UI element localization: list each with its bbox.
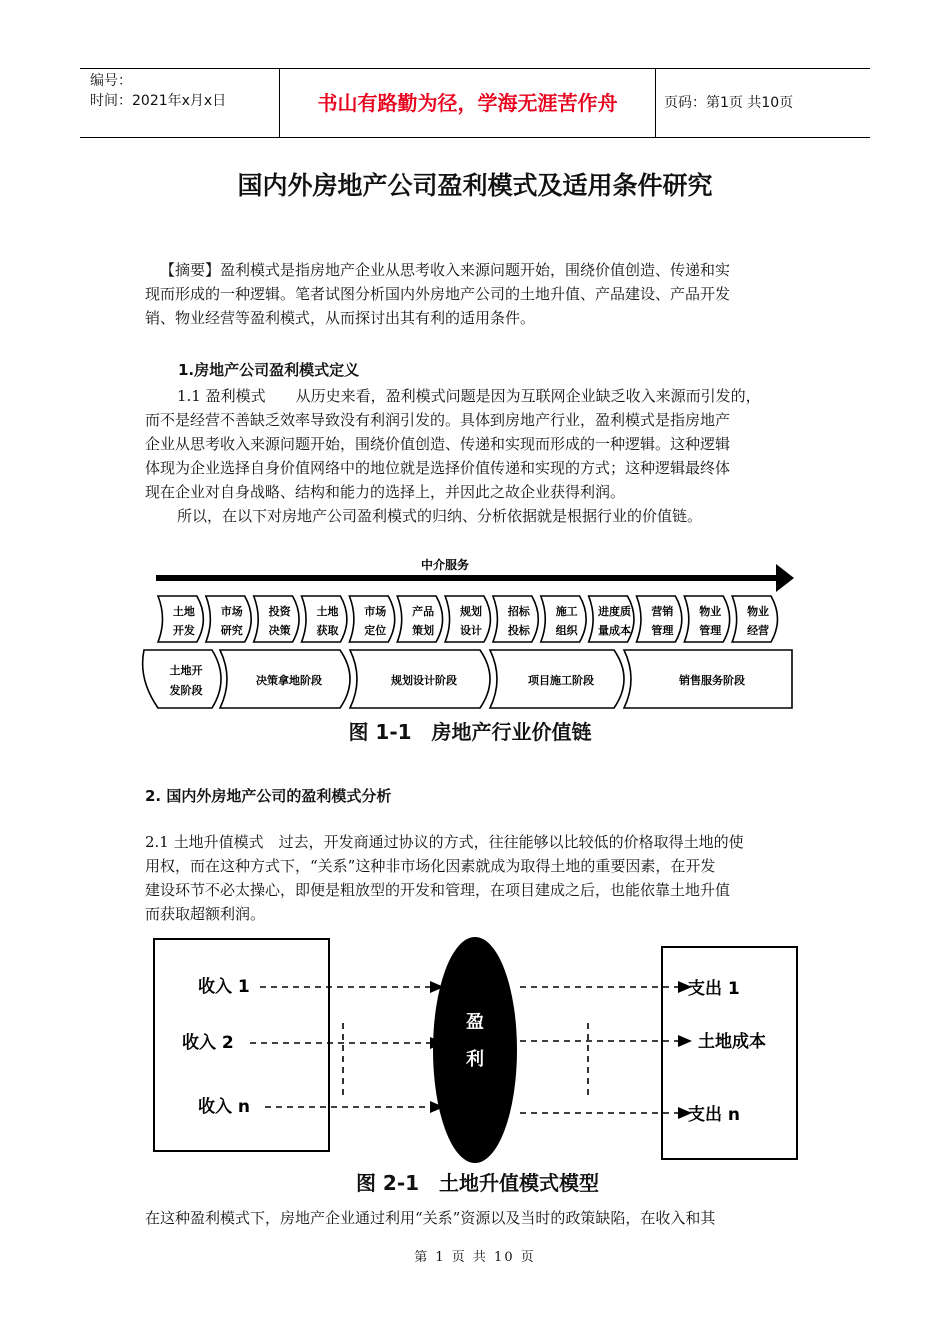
stage-label: 土地开 xyxy=(169,664,203,677)
activity-label: 研究 xyxy=(220,624,243,637)
income-label-n: 收入 n xyxy=(198,1097,251,1117)
activity-label: 量成本 xyxy=(598,624,632,637)
figure-value-chain xyxy=(140,550,800,750)
stage-label: 规划设计阶段 xyxy=(391,674,457,687)
activity-label: 经营 xyxy=(747,624,770,637)
activity-label: 决策 xyxy=(268,624,291,637)
paragraph-line: 建设环节不必太操心，即便是粗放型的开发和管理，在项目建成之后，也能依靠土地升值 xyxy=(145,881,731,899)
stage-label: 销售服务阶段 xyxy=(679,674,745,687)
value-chain-diagram xyxy=(140,550,800,715)
activity-label: 招标 xyxy=(507,605,530,618)
page-header xyxy=(80,68,870,138)
abstract-line: 【摘要】盈利模式是指房地产企业从思考收入来源问题开始，围绕价值创造、传递和实 xyxy=(160,261,731,279)
stage-row xyxy=(143,650,792,708)
profit-label-bottom: 利 xyxy=(466,1049,484,1070)
expense-label-n: 支出 n xyxy=(688,1105,741,1125)
income-label-1: 收入 1 xyxy=(198,977,250,997)
paragraph-line: 1.1 盈利模式 从历史来看，盈利模式问题是因为互联网企业缺乏收入来源而引发的， xyxy=(177,387,761,405)
profit-label-top: 盈 xyxy=(466,1012,484,1033)
section1-paragraph xyxy=(145,384,810,528)
abstract-line: 现而形成的一种逻辑。笔者试图分析国内外房地产公司的土地升值、产品建设、产品开发 xyxy=(145,285,731,303)
section2-paragraph xyxy=(145,830,810,926)
header-page-info: 页码：第1页 共10页 xyxy=(664,95,794,111)
paragraph-line: 企业从思考收入来源问题开始，围绕价值创造、传递和实现而形成的一种逻辑。这种逻辑 xyxy=(145,435,731,453)
activity-label: 投标 xyxy=(507,624,530,637)
paragraph-line: 体现为企业选择自身价值网络中的地位就是选择价值传递和实现的方式；这种逻辑最终体 xyxy=(145,459,731,477)
header-time-label: 时间：2021年x月x日 xyxy=(90,93,227,109)
document-title: 国内外房地产公司盈利模式及适用条件研究 xyxy=(237,171,713,200)
abstract-line: 销、物业经营等盈利模式，从而探讨出其有利的适用条件。 xyxy=(145,309,536,327)
activity-label: 物业 xyxy=(747,605,770,618)
paragraph-line: 而不是经营不善缺乏效率导致没有利润引发的。具体到房地产行业，盈利模式是指房地产 xyxy=(145,411,731,429)
stage-label: 项目施工阶段 xyxy=(528,674,594,687)
activity-label: 进度质 xyxy=(598,605,632,618)
paragraph-line: 用权，而在这种方式下，“关系”这种非市场化因素就成为取得土地的重要因素，在开发 xyxy=(145,857,716,875)
figure2-caption: 图 2-1 土地升值模式模型 xyxy=(355,1171,600,1195)
activity-row xyxy=(158,596,778,642)
header-meta xyxy=(80,69,280,137)
figure-land-model xyxy=(150,935,805,1195)
abstract-paragraph xyxy=(145,258,810,330)
expense-label-land: 土地成本 xyxy=(698,1032,766,1052)
stage-cell xyxy=(143,650,221,708)
activity-label: 管理 xyxy=(651,624,674,637)
activity-label: 土地 xyxy=(316,605,339,618)
stage-label: 发阶段 xyxy=(169,684,203,697)
land-model-diagram xyxy=(150,935,805,1165)
activity-label: 物业 xyxy=(699,605,722,618)
section2-heading: 2. 国内外房地产公司的盈利模式分析 xyxy=(145,787,392,805)
service-arrow-head xyxy=(776,564,794,592)
activity-label: 设计 xyxy=(460,624,482,637)
page-footer: 第 1 页 共 10 页 xyxy=(414,1250,536,1265)
expense-label-1: 支出 1 xyxy=(688,979,740,999)
activity-label: 策划 xyxy=(412,624,435,637)
activity-label: 定位 xyxy=(364,624,387,637)
activity-label: 市场 xyxy=(364,605,387,618)
arrow-head xyxy=(678,1035,692,1047)
paragraph-line: 所以，在以下对房地产公司盈利模式的归纳、分析依据就是根据行业的价值链。 xyxy=(177,507,703,525)
arrow-label: 中介服务 xyxy=(420,558,470,572)
paragraph-line: 2.1 土地升值模式 过去，开发商通过协议的方式，往往能够以比较低的价格取得土地的使 xyxy=(145,833,744,851)
activity-label: 规划 xyxy=(460,605,482,618)
activity-label: 市场 xyxy=(220,605,243,618)
activity-label: 投资 xyxy=(268,605,291,618)
paragraph-line: 而获取超额利润。 xyxy=(145,905,266,923)
income-box xyxy=(154,939,329,1151)
paragraph-line: 现在企业对自身战略、结构和能力的选择上，并因此之故企业获得利润。 xyxy=(145,483,626,501)
activity-label: 获取 xyxy=(316,624,339,637)
activity-label: 施工 xyxy=(555,605,578,618)
closing-line: 在这种盈利模式下，房地产企业通过利用“关系”资源以及当时的政策缺陷，在收入和其 xyxy=(145,1209,716,1227)
activity-label: 组织 xyxy=(555,624,578,637)
activity-label: 营销 xyxy=(651,605,674,618)
activity-label: 开发 xyxy=(172,624,195,637)
section1-heading: 1.房地产公司盈利模式定义 xyxy=(178,361,360,379)
activity-label: 管理 xyxy=(699,624,722,637)
header-motto: 书山有路勤为径，学海无涯苦作舟 xyxy=(280,69,656,137)
figure1-caption: 图 1-1 房地产行业价值链 xyxy=(348,720,592,744)
header-number-label: 编号： xyxy=(90,73,132,89)
activity-label: 产品 xyxy=(412,605,435,618)
activity-label: 土地 xyxy=(172,605,195,618)
income-label-2: 收入 2 xyxy=(182,1033,234,1053)
stage-label: 决策拿地阶段 xyxy=(256,674,322,687)
